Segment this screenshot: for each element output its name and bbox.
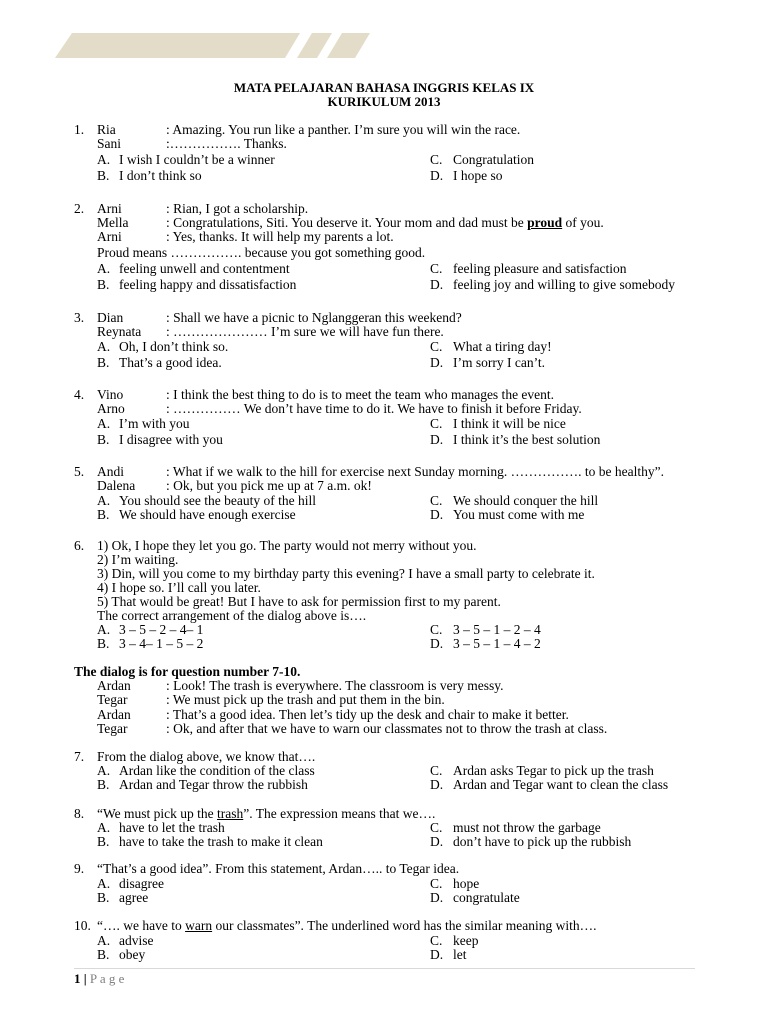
- option-text: You should see the beauty of the hill: [119, 493, 316, 508]
- option-letter: A.: [97, 152, 111, 167]
- shared-dialog-speaker-3: Ardan: [97, 707, 131, 722]
- q4-option-c: [430, 417, 566, 431]
- option-letter: A.: [97, 261, 111, 276]
- q4-number: 4.: [74, 387, 85, 402]
- q1-line-2: :……………. Thanks.: [166, 136, 287, 151]
- option-letter: A.: [97, 876, 111, 891]
- q4-line-1: : I think the best thing to do is to meet the team who manages the event.: [166, 387, 555, 402]
- underlined-word: proud: [527, 215, 563, 230]
- option-text: I’m with you: [119, 416, 190, 431]
- document-title: MATA PELAJARAN BAHASA INGGRIS KELAS IX: [233, 80, 535, 95]
- option-letter: B.: [97, 636, 110, 651]
- q10-option-a: [97, 934, 154, 948]
- option-letter: D.: [430, 947, 444, 962]
- q6-line-5: 5) That would be great! But I have to ask for permission first to my parent.: [97, 594, 501, 609]
- q8-number: 8.: [74, 806, 85, 821]
- q6-number: 6.: [74, 538, 85, 553]
- page-number: 1: [74, 971, 81, 986]
- option-letter: B.: [97, 432, 110, 447]
- q5-option-b: [97, 508, 296, 522]
- option-letter: C.: [430, 820, 443, 835]
- option-letter: B.: [97, 947, 110, 962]
- option-text: I’m sorry I can’t.: [453, 355, 545, 370]
- q2-prompt: Proud means ……………. because you got something good.: [97, 245, 426, 260]
- q3-line-1: : Shall we have a picnic to Nglanggeran this weekend?: [166, 310, 462, 325]
- q2-option-d: [430, 278, 675, 292]
- option-letter: A.: [97, 933, 111, 948]
- underlined-word: warn: [185, 918, 213, 933]
- option-text: That’s a good idea.: [119, 355, 222, 370]
- option-letter: B.: [97, 168, 110, 183]
- option-text: Oh, I don’t think so.: [119, 339, 229, 354]
- footer-separator: |: [83, 971, 87, 986]
- q1-speaker-2: Sani: [97, 136, 122, 151]
- option-text: agree: [119, 890, 149, 905]
- option-text: don’t have to pick up the rubbish: [453, 834, 632, 849]
- option-letter: D.: [430, 355, 444, 370]
- q7-option-a: [97, 764, 315, 778]
- q3-option-c: [430, 340, 552, 354]
- option-text: I disagree with you: [119, 432, 223, 447]
- q8-option-c: [430, 821, 601, 835]
- option-text: disagree: [119, 876, 164, 891]
- option-letter: C.: [430, 416, 443, 431]
- option-text: What a tiring day!: [453, 339, 552, 354]
- option-letter: B.: [97, 355, 110, 370]
- shared-dialog-line-1: : Look! The trash is everywhere. The classroom is very messy.: [166, 678, 504, 693]
- q5-option-d: [430, 508, 584, 522]
- prompt-text: our classmates”. The underlined word has the similar meaning with….: [212, 918, 597, 933]
- option-text: 3 – 5 – 1 – 2 – 4: [453, 622, 541, 637]
- option-text: advise: [119, 933, 154, 948]
- q1-speaker-1: Ria: [97, 122, 116, 137]
- q2-line-1: : Rian, I got a scholarship.: [166, 201, 309, 216]
- option-letter: B.: [97, 890, 110, 905]
- option-text: keep: [453, 933, 479, 948]
- option-text: have to take the trash to make it clean: [119, 834, 323, 849]
- option-letter: D.: [430, 890, 444, 905]
- banner-shape: [55, 33, 300, 58]
- q2-speaker-2: Mella: [97, 215, 129, 230]
- q1-option-b: [97, 169, 202, 183]
- q5-line-1: : What if we walk to the hill for exercise next Sunday morning. ……………. to be healthy”.: [166, 464, 665, 479]
- option-text: feeling joy and willing to give somebody: [453, 277, 675, 292]
- q6-line-4: 4) I hope so. I’ll call you later.: [97, 580, 261, 595]
- option-letter: D.: [430, 834, 444, 849]
- q10-prompt: [97, 919, 597, 933]
- q9-option-c: [430, 877, 479, 891]
- option-text: We should conquer the hill: [453, 493, 599, 508]
- q2-line-2: [166, 216, 604, 230]
- q10-option-c: [430, 934, 478, 948]
- line-text: of you.: [562, 215, 604, 230]
- underlined-word: trash: [217, 806, 244, 821]
- option-text: Ardan asks Tegar to pick up the trash: [453, 763, 654, 778]
- line-text: : Congratulations, Siti. You deserve it. Your mom and dad must be: [166, 215, 528, 230]
- q3-line-2: : ………………… I’m sure we will have fun there.: [166, 324, 444, 339]
- option-text: Congratulation: [453, 152, 534, 167]
- option-text: 3 – 5 – 1 – 4 – 2: [453, 636, 541, 651]
- q8-option-b: [97, 835, 323, 849]
- option-text: Ardan and Tegar throw the rubbish: [119, 777, 308, 792]
- q4-option-a: [97, 417, 190, 431]
- option-letter: A.: [97, 622, 111, 637]
- q2-option-a: [97, 262, 290, 276]
- option-text: feeling happy and dissatisfaction: [119, 277, 297, 292]
- option-letter: D.: [430, 507, 444, 522]
- option-text: I think it will be nice: [453, 416, 566, 431]
- option-text: Ardan and Tegar want to clean the class: [453, 777, 669, 792]
- q7-option-c: [430, 764, 654, 778]
- q2-line-3: : Yes, thanks. It will help my parents a lot.: [166, 229, 394, 244]
- shared-dialog-line-3: : That’s a good idea. Then let’s tidy up the desk and chair to make it better.: [166, 707, 569, 722]
- option-letter: C.: [430, 622, 443, 637]
- option-text: We should have enough exercise: [119, 507, 296, 522]
- q2-speaker-3: Arni: [97, 229, 122, 244]
- q7-option-d: [430, 778, 668, 792]
- q6-line-1: 1) Ok, I hope they let you go. The party would not merry without you.: [97, 538, 477, 553]
- option-text: 3 – 4– 1 – 5 – 2: [119, 636, 204, 651]
- prompt-text: ”. The expression means that we….: [243, 806, 436, 821]
- q10-option-b: [97, 948, 145, 962]
- q6-line-3: 3) Din, will you come to my birthday party this evening? I have a small party to celebrate it.: [97, 566, 595, 581]
- q4-speaker-2: Arno: [97, 401, 125, 416]
- option-text: I hope so: [453, 168, 503, 183]
- q2-option-c: [430, 262, 627, 276]
- q8-option-d: [430, 835, 631, 849]
- option-letter: A.: [97, 416, 111, 431]
- option-letter: D.: [430, 168, 444, 183]
- option-letter: D.: [430, 277, 444, 292]
- q6-option-c: [430, 623, 541, 637]
- q10-number: 10.: [74, 918, 91, 933]
- q5-option-c: [430, 494, 598, 508]
- option-text: 3 – 5 – 2 – 4– 1: [119, 622, 204, 637]
- option-text: Ardan like the condition of the class: [119, 763, 315, 778]
- option-text: must not throw the garbage: [453, 820, 601, 835]
- option-letter: A.: [97, 339, 111, 354]
- shared-dialog-speaker-2: Tegar: [97, 692, 128, 707]
- q9-prompt: “That’s a good idea”. From this statement, Ardan….. to Tegar idea.: [97, 861, 460, 876]
- q5-number: 5.: [74, 464, 85, 479]
- option-text: feeling pleasure and satisfaction: [453, 261, 627, 276]
- q3-option-d: [430, 356, 545, 370]
- option-letter: B.: [97, 507, 110, 522]
- q1-option-a: [97, 153, 275, 167]
- option-text: hope: [453, 876, 480, 891]
- option-text: let: [453, 947, 467, 962]
- option-letter: A.: [97, 493, 111, 508]
- document-subtitle: KURIKULUM 2013: [327, 94, 441, 109]
- shared-dialog-heading: The dialog is for question number 7-10.: [74, 664, 301, 679]
- q4-option-d: [430, 433, 600, 447]
- option-text: I don’t think so: [119, 168, 202, 183]
- option-letter: C.: [430, 933, 443, 948]
- q9-option-b: [97, 891, 148, 905]
- q6-line-2: 2) I’m waiting.: [97, 552, 179, 567]
- q9-option-d: [430, 891, 520, 905]
- q6-option-d: [430, 637, 541, 651]
- q1-option-d: [430, 169, 503, 183]
- option-letter: C.: [430, 339, 443, 354]
- option-text: feeling unwell and contentment: [119, 261, 290, 276]
- option-text: You must come with me: [453, 507, 585, 522]
- q3-speaker-1: Dian: [97, 310, 124, 325]
- q6-option-b: [97, 637, 203, 651]
- option-letter: C.: [430, 152, 443, 167]
- option-text: congratulate: [453, 890, 520, 905]
- prompt-text: “…. we have to: [97, 918, 186, 933]
- option-letter: C.: [430, 261, 443, 276]
- q9-number: 9.: [74, 861, 85, 876]
- q3-option-b: [97, 356, 222, 370]
- q8-option-a: [97, 821, 225, 835]
- q7-number: 7.: [74, 749, 85, 764]
- option-letter: C.: [430, 876, 443, 891]
- q1-line-1: : Amazing. You run like a panther. I’m sure you will win the race.: [166, 122, 521, 137]
- q2-number: 2.: [74, 201, 85, 216]
- option-text: I wish I couldn’t be a winner: [119, 152, 275, 167]
- banner-shape: [327, 33, 370, 58]
- option-letter: D.: [430, 636, 444, 651]
- prompt-text: “We must pick up the: [97, 806, 218, 821]
- q4-speaker-1: Vino: [97, 387, 124, 402]
- option-letter: C.: [430, 493, 443, 508]
- q7-option-b: [97, 778, 308, 792]
- page-label: P a g e: [89, 971, 125, 986]
- q6-option-a: [97, 623, 203, 637]
- option-letter: B.: [97, 777, 110, 792]
- option-letter: B.: [97, 277, 110, 292]
- q6-prompt: The correct arrangement of the dialog above is….: [97, 608, 367, 623]
- option-text: have to let the trash: [119, 820, 225, 835]
- q8-prompt: [97, 807, 435, 821]
- shared-dialog-line-4: : Ok, and after that we have to warn our classmates not to throw the trash at class.: [166, 721, 608, 736]
- q9-option-a: [97, 877, 164, 891]
- q10-option-d: [430, 948, 467, 962]
- q5-line-2: : Ok, but you pick me up at 7 a.m. ok!: [166, 478, 372, 493]
- option-letter: C.: [430, 763, 443, 778]
- shared-dialog-line-2: : We must pick up the trash and put them in the bin.: [166, 692, 445, 707]
- q1-option-c: [430, 153, 534, 167]
- header-banner: [0, 0, 768, 70]
- q7-prompt: From the dialog above, we know that….: [97, 749, 316, 764]
- option-letter: A.: [97, 820, 111, 835]
- q4-option-b: [97, 433, 223, 447]
- q3-speaker-2: Reynata: [97, 324, 142, 339]
- shared-dialog-speaker-1: Ardan: [97, 678, 131, 693]
- q5-option-a: [97, 494, 316, 508]
- option-letter: B.: [97, 834, 110, 849]
- q4-line-2: : …………… We don’t have time to do it. We have to finish it before Friday.: [166, 401, 582, 416]
- q1-number: 1.: [74, 122, 85, 137]
- q5-speaker-1: Andi: [97, 464, 124, 479]
- page-footer: [74, 972, 124, 986]
- q3-option-a: [97, 340, 228, 354]
- q3-number: 3.: [74, 310, 85, 325]
- banner-shape: [297, 33, 332, 58]
- q2-option-b: [97, 278, 296, 292]
- option-letter: D.: [430, 777, 444, 792]
- q2-speaker-1: Arni: [97, 201, 122, 216]
- option-text: obey: [119, 947, 146, 962]
- footer-divider: [74, 968, 695, 969]
- shared-dialog-speaker-4: Tegar: [97, 721, 128, 736]
- option-letter: A.: [97, 763, 111, 778]
- option-letter: D.: [430, 432, 444, 447]
- q5-speaker-2: Dalena: [97, 478, 136, 493]
- option-text: I think it’s the best solution: [453, 432, 601, 447]
